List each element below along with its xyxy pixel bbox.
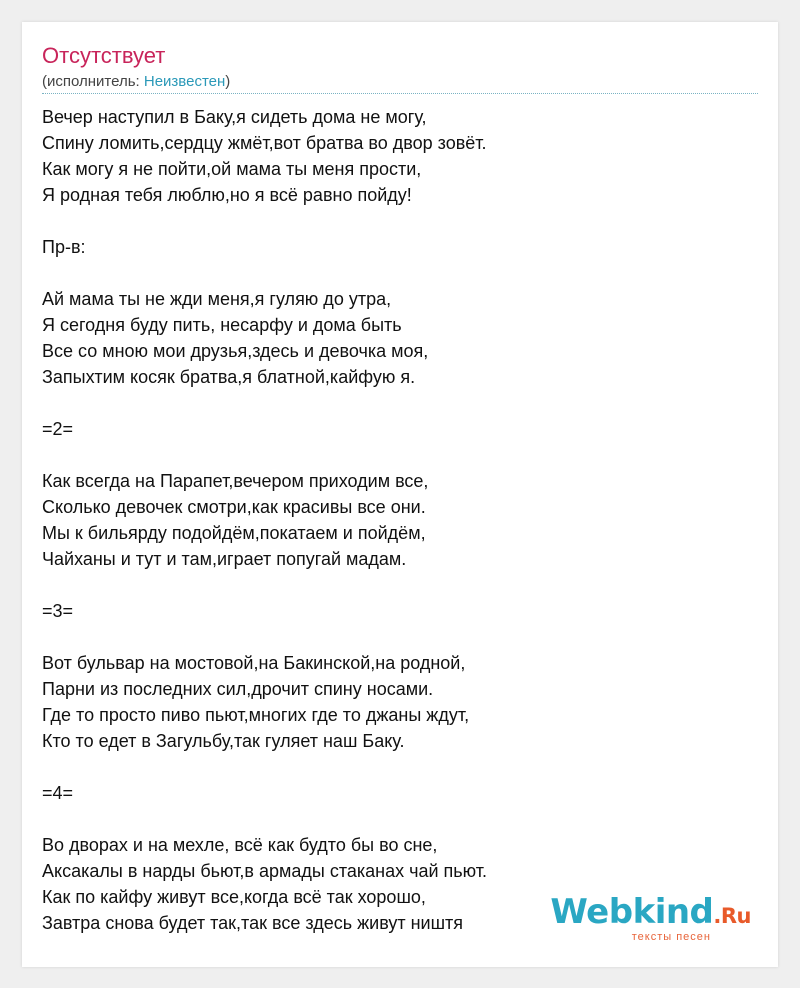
lyric-line: Вот бульвар на мостовой,на Бакинской,на родной, <box>42 653 466 673</box>
lyric-line: Где то просто пиво пьют,многих где то джаны ждут, <box>42 705 470 725</box>
lyric-line <box>42 390 762 416</box>
lyric-line: =4= <box>42 783 74 803</box>
lyric-line: Завтра снова будет так,так все здесь живут ништя <box>42 913 464 933</box>
lyric-line: Сколько девочек смотри,как красивы все они. <box>42 497 426 517</box>
logo-name: Webkind <box>550 892 714 932</box>
lyrics-card <box>22 22 778 967</box>
lyric-line <box>42 208 762 234</box>
logo-wordmark <box>550 892 751 933</box>
lyric-line: Запыхтим косяк братва,я блатной,кайфую я. <box>42 367 416 387</box>
lyric-line: Как всегда на Парапет,вечером приходим все, <box>42 471 429 491</box>
lyric-line: Чайханы и тут и там,играет попугай мадам. <box>42 549 407 569</box>
lyric-line <box>42 442 762 468</box>
artist-suffix: ) <box>225 73 231 90</box>
lyric-line <box>42 624 762 650</box>
lyric-line: Как по кайфу живут все,когда всё так хорошо, <box>42 887 426 907</box>
lyric-line: Как могу я не пойти,ой мама ты меня прости, <box>42 159 422 179</box>
webkind-logo[interactable] <box>550 892 751 943</box>
lyric-line: =3= <box>42 601 74 621</box>
artist-line <box>42 72 230 92</box>
lyric-line: Все со мною мои друзья,здесь и девочка моя, <box>42 341 429 361</box>
artist-link[interactable]: Неизвестен <box>143 73 226 90</box>
lyric-line: Мы к бильярду подойдём,покатаем и пойдём, <box>42 523 426 543</box>
lyric-line: Во дворах и на мехле, всё как будто бы во сне, <box>42 835 438 855</box>
lyric-line: Пр-в: <box>42 237 86 257</box>
lyric-line: Кто то едет в Загульбу,так гуляет наш Баку. <box>42 731 405 751</box>
lyric-line: Аксакалы в нарды бьют,в армады стаканах чай пьют. <box>42 861 488 881</box>
lyric-line: =2= <box>42 419 74 439</box>
lyric-line: Я сегодня буду пить, несарфу и дома быть <box>42 315 402 335</box>
lyrics-text <box>42 104 762 936</box>
lyric-line: Вечер наступил в Баку,я сидеть дома не могу, <box>42 107 427 127</box>
lyric-line: Ай мама ты не жди меня,я гуляю до утра, <box>42 289 392 309</box>
lyric-line <box>42 260 762 286</box>
dotted-divider <box>42 93 758 94</box>
lyric-line: Я родная тебя люблю,но я всё равно пойду! <box>42 185 412 205</box>
lyric-line: Спину ломить,сердцу жмёт,вот братва во двор зовёт. <box>42 133 487 153</box>
lyric-line: Парни из последних сил,дрочит спину носами. <box>42 679 434 699</box>
logo-tld: .Ru <box>713 904 751 928</box>
lyric-line <box>42 806 762 832</box>
song-title: Отсутствует <box>42 43 166 68</box>
lyric-line <box>42 572 762 598</box>
artist-prefix: (исполнитель: <box>42 73 144 90</box>
lyric-line <box>42 754 762 780</box>
logo-tagline: тексты песен <box>631 931 711 943</box>
